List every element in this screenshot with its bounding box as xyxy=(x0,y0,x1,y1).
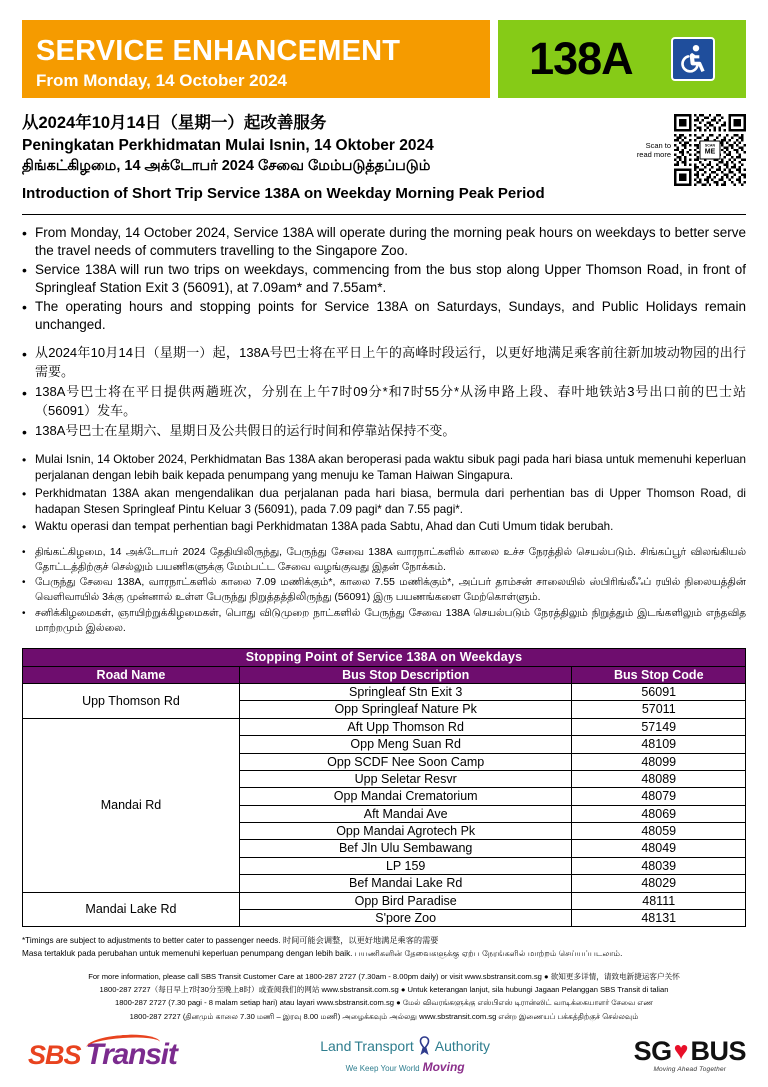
title-malay: Peningkatan Perkhidmatan Mulai Isnin, 14 Oktober 2024 xyxy=(22,136,434,154)
divider xyxy=(22,214,746,215)
bus-stop-code-cell: 48109 xyxy=(572,736,746,753)
lta-logo-tagline xyxy=(320,1060,490,1074)
bullet-dot: • xyxy=(22,299,27,316)
sbs-logo-text-1: SBS xyxy=(28,1040,81,1070)
bus-stop-code-cell: 48089 xyxy=(572,770,746,787)
bullet-dot: • xyxy=(22,519,27,534)
bullet-text: The operating hours and stopping points for Service 138A on Saturdays, Sundays, and Public Holidays remain unchanged. xyxy=(35,299,746,333)
sbs-transit-logo xyxy=(22,1038,177,1072)
bus-stop-code-cell: 48069 xyxy=(572,805,746,822)
route-number: 138A xyxy=(529,33,633,84)
footnote-line: *Timings are subject to adjustments to better cater to passenger needs. 时间可能会调整，以更好地满足乘客的需要 xyxy=(22,936,439,946)
bus-stop-description-cell: LP 159 xyxy=(239,857,572,874)
lta-land-text: Land xyxy=(320,1038,352,1054)
bullet-dot: • xyxy=(22,486,27,501)
table-row xyxy=(23,718,746,735)
bullet-dot: • xyxy=(22,262,27,279)
table-title: Stopping Point of Service 138A on Weekdays xyxy=(23,649,746,666)
bus-stop-code-cell: 57011 xyxy=(572,701,746,718)
bullet-text: 138A号巴士在星期六、星期日及公共假日的运行时间和停靠站保持不变。 xyxy=(35,422,456,438)
bus-stop-description-cell: Springleaf Stn Exit 3 xyxy=(239,684,572,701)
route-badge-block xyxy=(498,20,746,98)
title-tamil: திங்கட்கிழமை, 14 அக்டோபர் 2024 சேவை மேம்படுத்தப்படும் xyxy=(22,158,431,175)
footnote-line: Masa tertakluk pada perubahan untuk memenuhi keperluan penumpang dengan lebih baik. பயணிகளின் தேவைகளுக்கு ஏற்ப நேரங்களில் மாற்றம் செய்யப்படலாம். xyxy=(22,949,623,959)
bullet-item xyxy=(22,607,746,637)
bullet-text: 138A号巴士将在平日提供两趟班次，分别在上午7时09分*和7时55分*从汤申路上段、春叶地铁站3号出口前的巴士站（56091）发车。 xyxy=(35,384,746,418)
bullet-item xyxy=(22,261,746,297)
titles-text-group xyxy=(22,112,628,204)
bus-stop-code-cell: 48059 xyxy=(572,823,746,840)
stopping-points-table-wrap xyxy=(22,648,746,927)
lta-logo-top xyxy=(320,1036,490,1056)
table-header-row xyxy=(23,666,746,683)
qr-scan-me-label xyxy=(700,141,721,160)
bullet-text: Waktu operasi dan tempat perhentian bagi Perkhidmatan 138A pada Sabtu, Ahad dan Cuti Umum tidak berubah. xyxy=(35,519,614,533)
road-name-cell: Upp Thomson Rd xyxy=(23,684,240,719)
lta-logo xyxy=(320,1036,490,1074)
road-name-cell: Mandai Rd xyxy=(23,718,240,892)
bullet-text: Mulai Isnin, 14 Oktober 2024, Perkhidmatan Bas 138A akan beroperasi pada waktu sibuk pagi pada hari biasa untuk memenuhi keperluan perjalanan dengan lebih baik kepada penumpang yang menuju ke Taman Haiwan Singapura. xyxy=(35,453,746,483)
bullet-dot: • xyxy=(22,346,27,363)
wheelchair-icon xyxy=(671,37,715,81)
column-header-bus-stop-code: Bus Stop Code xyxy=(572,666,746,683)
titles-section xyxy=(22,112,746,204)
lta-authority-text: Authority xyxy=(434,1038,491,1054)
qr-code-icon[interactable] xyxy=(674,114,746,186)
bullet-item xyxy=(22,422,746,442)
bullet-text: சனிக்கிழமைகள், ஞாயிற்றுக்கிழமைகள், பொது விடுமுறை நாட்களில் பேருந்து சேவை 138A செயல்படும் நேரத்திலும் நிறுத்தும் இடங்களிலும் எந்தவித மாற்றமும் இல்லை. xyxy=(35,607,746,634)
table-row xyxy=(23,892,746,909)
bus-stop-code-cell: 56091 xyxy=(572,684,746,701)
column-header-bus-stop-description: Bus Stop Description xyxy=(239,666,572,683)
bullet-dot: • xyxy=(22,385,27,402)
bus-stop-description-cell: Opp Bird Paradise xyxy=(239,892,572,909)
bullet-text: திங்கட்கிழமை, 14 அக்டோபர் 2024 தேதியிலிருந்து, பேருந்து சேவை 138A வாரநாட்களில் காலை உச்ச நேரத்தில் செயல்படும். சிங்கப்பூர் விலங்கியல் தோட்டத்திற்குச் செல்லும் பயணிகளுக்கு மேம்பட்ட சேவை வழங்குவது இதன் நோக்கம். xyxy=(35,546,746,573)
qr-section xyxy=(628,112,746,186)
bus-stop-code-cell: 48079 xyxy=(572,788,746,805)
bullet-text: Perkhidmatan 138A akan mengendalikan dua perjalanan pada hari biasa, bermula dari perhentian bas di Upper Thomson Road, di hadapan Stesen Springleaf Pintu Keluar 3 (56091), pada 7.09 pagi* dan 7.55 pagi*. xyxy=(35,486,746,516)
bus-stop-description-cell: S'pore Zoo xyxy=(239,909,572,926)
bus-stop-code-cell: 48029 xyxy=(572,875,746,892)
lta-ribbon-icon xyxy=(417,1036,432,1056)
bullet-item xyxy=(22,576,746,606)
contact-info xyxy=(22,970,746,1023)
bus-stop-description-cell: Aft Mandai Ave xyxy=(239,805,572,822)
footer-logos xyxy=(22,1031,746,1079)
bullet-item xyxy=(22,344,746,382)
bullet-item xyxy=(22,486,746,518)
sgbus-logo xyxy=(633,1035,746,1073)
sgbus-bus-text: BUS xyxy=(690,1035,746,1066)
lta-tagline-moving: Moving xyxy=(422,1060,465,1074)
bullets-malay xyxy=(22,452,746,536)
bus-stop-code-cell: 48099 xyxy=(572,753,746,770)
bus-stop-description-cell: Aft Upp Thomson Rd xyxy=(239,718,572,735)
bullets-tamil xyxy=(22,546,746,637)
header-title-block xyxy=(22,20,490,98)
bullet-item xyxy=(22,383,746,421)
bullet-text: From Monday, 14 October 2024, Service 138A will operate during the morning peak hours on weekdays to better serve the travel needs of commuters travelling to the Singapore Zoo. xyxy=(35,224,746,259)
bus-stop-description-cell: Opp Mandai Crematorium xyxy=(239,788,572,805)
bullet-item xyxy=(22,452,746,484)
title-english: Introduction of Short Trip Service 138A on Weekday Morning Peak Period xyxy=(22,185,545,203)
bullet-dot: • xyxy=(22,577,26,589)
page-title: SERVICE ENHANCEMENT xyxy=(36,35,401,68)
bus-stop-code-cell: 48039 xyxy=(572,857,746,874)
bus-stop-description-cell: Opp SCDF Nee Soon Camp xyxy=(239,753,572,770)
scan-instruction xyxy=(637,141,671,160)
lta-transport-text: Transport xyxy=(354,1038,414,1054)
sgbus-sg-text: SG xyxy=(633,1035,672,1066)
bullet-item xyxy=(22,298,746,334)
sgbus-logo-top xyxy=(633,1035,746,1066)
heart-icon: ♥ xyxy=(673,1036,689,1065)
stopping-points-table xyxy=(22,648,746,927)
contact-line-tamil: 1800-287 2727 (தினமும் காலை 7.30 மணி – இரவு 8.00 மணி) அழைக்கவும் அல்லது www.sbstransit.com.sg என்ற இணையப் பக்கத்திற்குச் செல்லவும் xyxy=(129,1011,639,1021)
scan-line-2: read more xyxy=(636,150,671,159)
bullet-text: Service 138A will run two trips on weekdays, commencing from the bus stop along Upper Thomson Road, in front of Springleaf Station Exit 3 (56091), at 7.09am* and 7.55am*. xyxy=(35,262,746,296)
bullet-text: பேருந்து சேவை 138A, வாரநாட்களில் காலை 7.09 மணிக்கும்*, காலை 7.55 மணிக்கும்*, அப்பர் தாம்சன் சாலையில் ஸ்பிரிங்லீஃப் ரயில் நிலையத்தின் வெளிவாயில் 3க்கு முன்னால் உள்ள பேருந்து நிறுத்தத்திலிருந்து (56091) இரு பயணங்களை மேற்கொள்ளும். xyxy=(35,577,746,604)
bullet-dot: • xyxy=(22,423,27,440)
bus-stop-code-cell: 48111 xyxy=(572,892,746,909)
contact-line-chinese: 1800-287 2727（每日早上7时30分至晚上8时）或查阅我们的网站 www.sbstransit.com.sg ● Untuk keterangan lanjut, sila hubungi Jagaan Pelanggan SBS Transit di talian xyxy=(99,985,669,995)
contact-line-english: For more information, please call SBS Transit Customer Care at 1800-287 2727 (7.30am - 8.00pm daily) or visit www.sbstransit.com.sg ● 欲知更多详情，请致电新捷运客户关怀 xyxy=(88,971,680,981)
poster-header xyxy=(22,20,746,98)
sbs-logo-text-2: Transit xyxy=(85,1038,177,1071)
scan-line-1: Scan to xyxy=(645,140,671,150)
sgbus-tagline: Moving Ahead Together xyxy=(653,1065,727,1073)
footnotes xyxy=(22,935,746,960)
lta-tagline-prefix: We Keep Your World xyxy=(345,1064,420,1073)
contact-line-malay: 1800-287 2727 (7.30 pagi - 8 malam setiap hari) atau layari www.sbstransit.com.sg ● மேல் விவரங்களுக்கு எஸ்பிஎஸ் டிரான்ஸிட் வாடிக்கையாளர் சேவை எண xyxy=(114,998,654,1008)
table-title-row xyxy=(23,649,746,666)
title-chinese: 从2024年10月14日（星期一）起改善服务 xyxy=(22,114,327,132)
road-name-cell: Mandai Lake Rd xyxy=(23,892,240,927)
column-header-road-name: Road Name xyxy=(23,666,240,683)
table-row xyxy=(23,684,746,701)
bus-stop-description-cell: Opp Springleaf Nature Pk xyxy=(239,701,572,718)
bullet-dot: • xyxy=(22,224,27,241)
bus-stop-code-cell: 48131 xyxy=(572,909,746,926)
bullets-english xyxy=(22,224,746,334)
bullet-dot: • xyxy=(22,607,26,619)
bullet-item xyxy=(22,224,746,260)
bus-stop-description-cell: Bef Jln Ulu Sembawang xyxy=(239,840,572,857)
header-subtitle: From Monday, 14 October 2024 xyxy=(36,70,287,90)
bullets-chinese xyxy=(22,344,746,442)
bus-stop-code-cell: 57149 xyxy=(572,718,746,735)
bullet-text: 从2024年10月14日（星期一）起，138A号巴士将在平日上午的高峰时段运行，以更好地满足乘客前往新加坡动物园的出行需要。 xyxy=(35,345,746,380)
bus-stop-code-cell: 48049 xyxy=(572,840,746,857)
bus-stop-description-cell: Opp Meng Suan Rd xyxy=(239,736,572,753)
bus-stop-description-cell: Bef Mandai Lake Rd xyxy=(239,875,572,892)
bus-stop-description-cell: Opp Mandai Agrotech Pk xyxy=(239,823,572,840)
bus-stop-description-cell: Upp Seletar Resvr xyxy=(239,770,572,787)
qr-scan-text: SCAN xyxy=(704,143,716,148)
bullet-item xyxy=(22,546,746,576)
bullet-dot: • xyxy=(22,453,27,468)
bullet-dot: • xyxy=(22,546,26,558)
qr-me-text: ME xyxy=(704,148,716,156)
bullet-item xyxy=(22,519,746,536)
